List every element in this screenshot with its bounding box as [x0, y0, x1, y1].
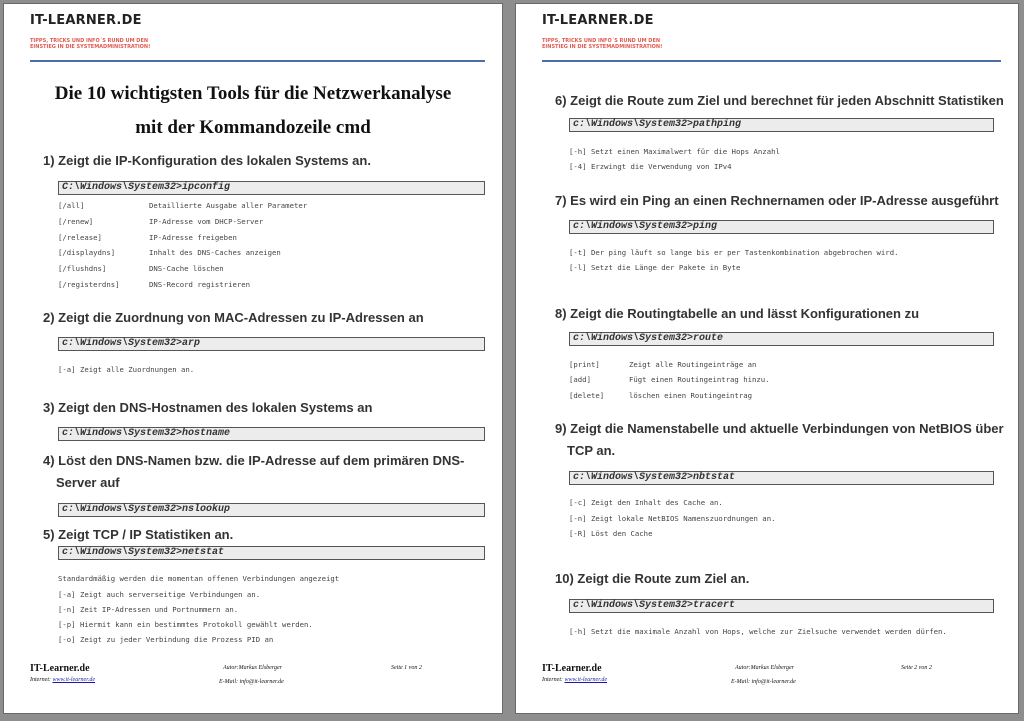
- command-box-tracert: c:\Windows\System32>tracert: [569, 599, 994, 613]
- document-page-2: [515, 3, 1019, 714]
- option-row: [-a] Zeigt auch serverseitige Verbindungen an.: [58, 590, 261, 599]
- option-row: [-R] Löst den Cache: [569, 529, 653, 538]
- section-heading-4-cont: Server auf: [56, 475, 120, 490]
- title-line-2: mit der Kommandozeile cmd: [135, 117, 371, 138]
- command-box-pathping: c:\Windows\System32>pathping: [569, 118, 994, 132]
- option-desc: IP-Adresse freigeben: [149, 233, 237, 242]
- option-desc: Fügt einen Routingeintrag hinzu.: [629, 375, 770, 384]
- site-brand: IT-LEARNER.DE: [30, 13, 142, 28]
- option-desc: löschen einen Routingeintrag: [629, 391, 753, 400]
- option-key: [delete]: [569, 391, 605, 400]
- option-key: [/registerdns]: [58, 280, 120, 289]
- section-heading-4: 4) Löst den DNS-Namen bzw. die IP-Adresse auf dem primären DNS-: [43, 453, 465, 468]
- section-heading-3: 3) Zeigt den DNS-Hostnamen des lokalen Systems an: [43, 400, 373, 415]
- option-desc: IP-Adresse vom DHCP-Server: [149, 217, 264, 226]
- option-row: [-l] Setzt die Länge der Pakete in Byte: [569, 263, 741, 272]
- section-heading-9: 9) Zeigt die Namenstabelle und aktuelle Verbindungen von NetBIOS über: [555, 421, 1004, 436]
- footer-email: E-Mail: info@it-learner.de: [731, 679, 796, 685]
- section-heading-6: 6) Zeigt die Route zum Ziel und berechnet für jeden Abschnitt Statistiken: [555, 93, 1004, 108]
- section-heading-5: 5) Zeigt TCP / IP Statistiken an.: [43, 527, 234, 542]
- option-key: [/flushdns]: [58, 264, 107, 273]
- site-brand: IT-LEARNER.DE: [542, 13, 654, 28]
- section-heading-9-cont: TCP an.: [567, 443, 616, 458]
- section-heading-7: 7) Es wird ein Ping an einen Rechnernamen oder IP-Adresse ausgeführt: [555, 193, 999, 208]
- footer-brand: IT-Learner.de: [542, 663, 602, 674]
- option-row: [-h] Setzt einen Maximalwert für die Hops Anzahl: [569, 147, 780, 156]
- option-key: [/all]: [58, 201, 85, 210]
- option-row: [58, 248, 281, 257]
- option-row: [-o] Zeigt zu jeder Verbindung die Prozess PID an: [58, 635, 274, 644]
- option-row: [58, 264, 224, 273]
- option-desc: DNS-Record registrieren: [149, 280, 251, 289]
- option-row: [-c] Zeigt den Inhalt des Cache an.: [569, 498, 723, 507]
- footer-page-number: Seite 1 von 2: [391, 665, 422, 671]
- footer-author: Autor:Markus Elsberger: [223, 665, 282, 671]
- footer-internet-label: Internet:: [542, 677, 563, 683]
- option-desc: DNS-Cache löschen: [149, 264, 224, 273]
- footer-internet-label: Internet:: [30, 677, 51, 683]
- option-row: Standardmäßig werden die momentan offenen Verbindungen angezeigt: [58, 574, 340, 583]
- command-box-arp: c:\Windows\System32>arp: [58, 337, 485, 351]
- command-box-nslookup: c:\Windows\System32>nslookup: [58, 503, 485, 517]
- footer-internet: [542, 677, 607, 683]
- footer-website-link[interactable]: www.it-learner.de: [52, 677, 96, 683]
- document-title: [4, 77, 502, 145]
- option-row: [569, 360, 757, 369]
- option-row: [569, 391, 753, 400]
- command-box-netstat: c:\Windows\System32>netstat: [58, 546, 485, 560]
- section-heading-1: 1) Zeigt die IP-Konfiguration des lokalen Systems an.: [43, 153, 371, 168]
- option-row: [-p] Hiermit kann ein bestimmtes Protokoll gewählt werden.: [58, 620, 313, 629]
- option-desc: Zeigt alle Routingeinträge an: [629, 360, 757, 369]
- option-row: [-n] Zeigt lokale NetBIOS Namenszuordnungen an.: [569, 514, 776, 523]
- option-desc: Detaillierte Ausgabe aller Parameter: [149, 201, 308, 210]
- document-page-1: [3, 3, 503, 714]
- option-row: [-a] Zeigt alle Zuordnungen an.: [58, 365, 195, 374]
- command-box-ipconfig: C:\Windows\System32>ipconfig: [58, 181, 485, 195]
- command-box-hostname: c:\Windows\System32>hostname: [58, 427, 485, 441]
- footer-author: Autor:Markus Elsberger: [735, 665, 794, 671]
- option-row: [-n] Zeit IP-Adressen und Portnummern an.: [58, 605, 239, 614]
- command-box-route: c:\Windows\System32>route: [569, 332, 994, 346]
- option-key: [add]: [569, 375, 591, 384]
- site-tagline: TIPPS, TRICKS UND INFO´S RUND UM DEN EINSTIEG IN DIE SYSTEMADMINISTRATION!: [30, 38, 151, 50]
- option-row: [-h] Setzt die maximale Anzahl von Hops, welche zur Zielsuche verwendet werden dürfen.: [569, 627, 947, 636]
- option-key: [print]: [569, 360, 600, 369]
- section-heading-2: 2) Zeigt die Zuordnung von MAC-Adressen zu IP-Adressen an: [43, 310, 424, 325]
- command-box-ping: c:\Windows\System32>ping: [569, 220, 994, 234]
- header-divider: [30, 60, 485, 62]
- option-row: [58, 201, 308, 210]
- option-desc: Inhalt des DNS-Caches anzeigen: [149, 248, 281, 257]
- footer-website-link[interactable]: www.it-learner.de: [564, 677, 608, 683]
- section-heading-10: 10) Zeigt die Route zum Ziel an.: [555, 571, 750, 586]
- option-key: [/displaydns]: [58, 248, 116, 257]
- option-row: [-4] Erzwingt die Verwendung von IPv4: [569, 162, 732, 171]
- footer-internet: [30, 677, 95, 683]
- option-row: [58, 233, 237, 242]
- option-key: [/renew]: [58, 217, 94, 226]
- command-box-nbtstat: c:\Windows\System32>nbtstat: [569, 471, 994, 485]
- footer-brand: IT-Learner.de: [30, 663, 90, 674]
- option-row: [569, 375, 770, 384]
- option-key: [/release]: [58, 233, 102, 242]
- option-row: [-t] Der ping läuft so lange bis er per Tastenkombination abgebrochen wird.: [569, 248, 899, 257]
- section-heading-8: 8) Zeigt die Routingtabelle an und lässt Konfigurationen zu: [555, 306, 920, 321]
- site-tagline: TIPPS, TRICKS UND INFO´S RUND UM DEN EINSTIEG IN DIE SYSTEMADMINISTRATION!: [542, 38, 663, 50]
- footer-email: E-Mail: info@it-learner.de: [219, 679, 284, 685]
- option-row: [58, 217, 264, 226]
- option-row: [58, 280, 251, 289]
- title-line-1: Die 10 wichtigsten Tools für die Netzwerkanalyse: [54, 83, 452, 104]
- footer-page-number: Seite 2 von 2: [901, 665, 932, 671]
- header-divider: [542, 60, 1001, 62]
